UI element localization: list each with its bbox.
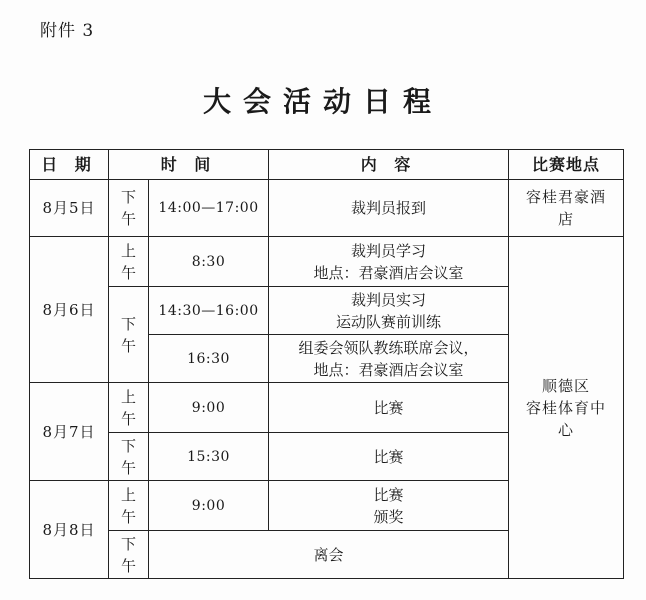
am-label: 上 午 bbox=[109, 383, 149, 433]
header-time: 时 间 bbox=[109, 150, 269, 180]
schedule-table bbox=[29, 149, 624, 579]
am-label: 上 午 bbox=[109, 481, 149, 531]
am-label: 上 午 bbox=[109, 237, 149, 287]
venue-cell: 容桂君豪酒 店 bbox=[509, 180, 624, 237]
attachment-label: 附件 3 bbox=[40, 21, 95, 41]
content-cell: 比赛 颁奖 bbox=[269, 481, 509, 531]
header-date: 日 期 bbox=[30, 150, 109, 180]
pm-label: 下 午 bbox=[109, 180, 149, 237]
time-cell: 8:30 bbox=[149, 237, 269, 287]
date-cell: 8月8日 bbox=[30, 481, 109, 579]
content-cell: 比赛 bbox=[269, 383, 509, 433]
shared-venue-cell: 顺德区 容桂体育中 心 bbox=[509, 237, 624, 579]
table-row bbox=[30, 180, 624, 237]
date-cell: 8月6日 bbox=[30, 237, 109, 383]
time-cell: 15:30 bbox=[149, 433, 269, 481]
content-cell: 裁判员报到 bbox=[269, 180, 509, 237]
date-cell: 8月7日 bbox=[30, 383, 109, 481]
pm-label: 下 午 bbox=[109, 287, 149, 383]
content-cell: 比赛 bbox=[269, 433, 509, 481]
header-venue: 比赛地点 bbox=[509, 150, 624, 180]
page-title: 大会活动日程 bbox=[202, 85, 443, 118]
table-header-row bbox=[30, 150, 624, 180]
content-cell: 组委会领队教练联席会议， 地点：君豪酒店会议室 bbox=[269, 335, 509, 383]
table-row bbox=[30, 237, 624, 287]
time-cell: 16:30 bbox=[149, 335, 269, 383]
time-cell: 14:30—16:00 bbox=[149, 287, 269, 335]
content-cell: 裁判员学习 地点：君豪酒店会议室 bbox=[269, 237, 509, 287]
content-cell: 离会 bbox=[149, 531, 509, 579]
time-cell: 14:00—17:00 bbox=[149, 180, 269, 237]
header-content: 内 容 bbox=[269, 150, 509, 180]
pm-label: 下 午 bbox=[109, 433, 149, 481]
time-cell: 9:00 bbox=[149, 383, 269, 433]
pm-label: 下 午 bbox=[109, 531, 149, 579]
content-cell: 裁判员实习 运动队赛前训练 bbox=[269, 287, 509, 335]
date-cell: 8月5日 bbox=[30, 180, 109, 237]
time-cell: 9:00 bbox=[149, 481, 269, 531]
